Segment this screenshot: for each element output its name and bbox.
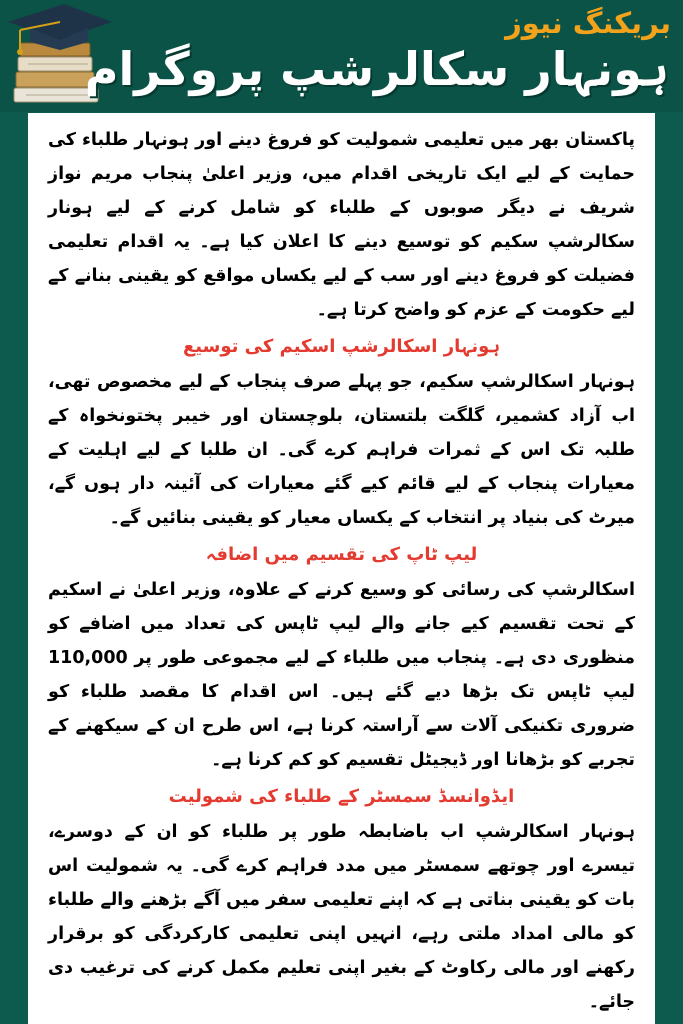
header-banner xyxy=(0,0,683,112)
page-title: ہونہار سکالرشپ پروگرام xyxy=(84,42,669,96)
intro-paragraph: پاکستان بھر میں تعلیمی شمولیت کو فروغ دینے اور ہونہار طلباء کی حمایت کے لیے ایک تاریخی اقدام میں، وزیر اعلیٰ پنجاب مریم نواز شریف نے دیگر صوبوں کے طلباء کو شامل کرنے کے لیے ہونار سکالرشپ سکیم کو توسیع دینے کا اعلان کیا ہے۔ یہ اقدام تعلیمی فضیلت کو فروغ دینے اور سب کے لیے یکساں مواقع کو یقینی بنانے کے لیے حکومت کے عزم کو واضح کرتا ہے۔ xyxy=(48,130,635,320)
section-heading-laptops: لیپ ٹاپ کی تقسیم میں اضافہ xyxy=(205,544,478,565)
section-heading-expansion: ہونہار اسکالرشپ اسکیم کی توسیع xyxy=(182,336,500,357)
section-paragraph-laptops: اسکالرشپ کی رسائی کو وسیع کرنے کے علاوہ، وزیر اعلیٰ نے اسکیم کے تحت تقسیم کیے جانے والے لیپ ٹاپس کی تعداد میں اضافے کو منظوری دی ہے۔ پنجاب میں طلباء کے لیے مجموعی طور پر 110,000 لیپ ٹاپس تک بڑھا دیے گئے ہیں۔ اس اقدام کا مقصد طلباء کو ضروری تکنیکی آلات سے آراستہ کرنا ہے، اس طرح ان کے سیکھنے کے تجربے کو بڑھانا اور ڈیجیٹل تقسیم کو کم کرنا ہے۔ xyxy=(48,580,635,770)
section-paragraph-advanced-semester: ہونہار اسکالرشپ اب باضابطہ طور پر طلباء کو ان کے دوسرے، تیسرے اور چوتھے سمسٹر میں مدد فراہم کرے گی۔ یہ شمولیت اس بات کو یقینی بناتی ہے کہ اپنے تعلیمی سفر میں آگے بڑھنے والے طلباء کو مالی امداد ملتی رہے، انہیں اپنی تعلیمی کارکردگی کو برقرار رکھنے اور مالی رکاوٹ کے بغیر اپنی تعلیم مکمل کرنے کی ترغیب دی جائے۔ xyxy=(48,822,635,1012)
section-paragraph-expansion: ہونہار اسکالرشپ سکیم، جو پہلے صرف پنجاب کے لیے مخصوص تھی، اب آزاد کشمیر، گلگت بلتستان، بلوچستان اور خیبر پختونخواہ کے طلبہ تک اس کے ثمرات فراہم کرے گی۔ ان طلبا کے لیے اہلیت کے معیارات پنجاب کے لیے قائم کیے گئے معیارات کی آئینہ دار ہوں گے، میرٹ کی بنیاد پر انتخاب کے یکساں معیار کو یقینی بنائیں گے۔ xyxy=(48,372,635,528)
breaking-news-label: بریکنگ نیوز xyxy=(505,6,671,40)
section-heading-advanced-semester: ایڈوانسڈ سمسٹر کے طلباء کی شمولیت xyxy=(168,786,515,807)
article-body xyxy=(28,113,655,1024)
